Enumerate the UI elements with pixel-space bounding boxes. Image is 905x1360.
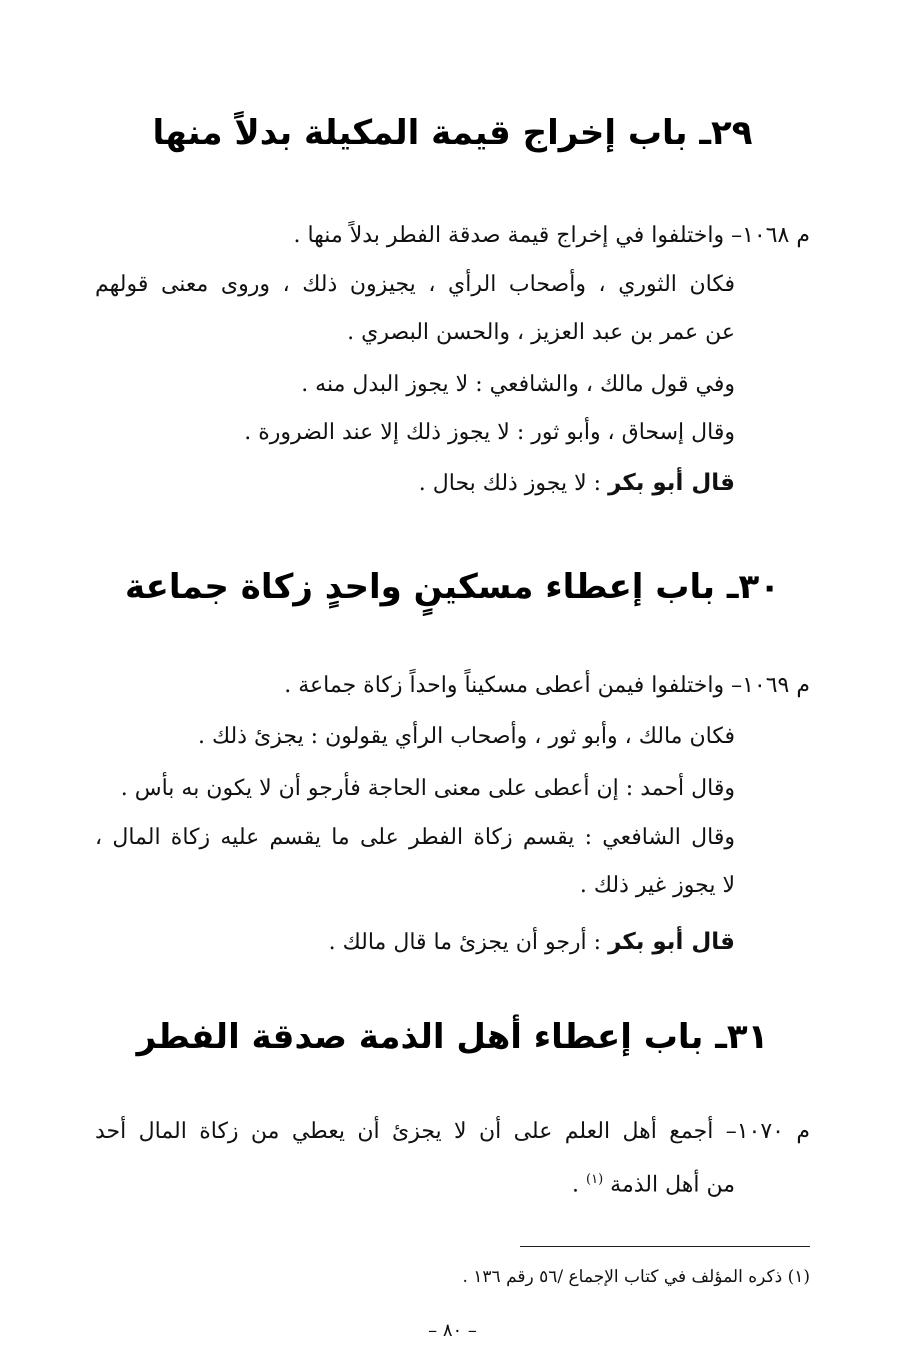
qal-abu-bakr-line — [419, 463, 735, 504]
qal-label: قال أبو بكر — [608, 470, 735, 496]
paragraph-line: وفي قول مالك ، والشافعي : لا يجوز البدل منه . — [301, 372, 735, 397]
section-heading-29: ٢٩ـ باب إخراج قيمة المكيلة بدلاً منها — [152, 113, 753, 153]
footnote-marker: (١) — [586, 1172, 604, 1187]
section-heading-31: ٣١ـ باب إعطاء أهل الذمة صدقة الفطر — [136, 1017, 769, 1057]
page-number: – ٨٠ – — [428, 1320, 477, 1341]
paragraph-line: وقال إسحاق ، وأبو ثور : لا يجوز ذلك إلا عند الضرورة . — [244, 420, 735, 445]
paragraph-line: م ١٠٧٠– أجمع أهل العلم على أن لا يجزئ أن يعطي من زكاة المال أحد — [95, 1119, 810, 1144]
paragraph-line: م ١٠٦٩– واختلفوا فيمن أعطى مسكيناً واحداً زكاة جماعة . — [284, 673, 810, 698]
qal-label: قال أبو بكر — [608, 929, 735, 955]
footnote: (١) ذكره المؤلف في كتاب الإجماع /٥٦ رقم ١٣٦ . — [462, 1267, 810, 1287]
paragraph-line: فكان الثوري ، وأصحاب الرأي ، يجيزون ذلك ، وروى معنى قولهم — [95, 272, 735, 297]
qal-abu-bakr-line — [329, 922, 735, 963]
paragraph-line: لا يجوز غير ذلك . — [579, 873, 735, 898]
paragraph-line-with-footnote — [572, 1160, 735, 1205]
section-heading-30: ٣٠ـ باب إعطاء مسكينٍ واحدٍ زكاة جماعة — [125, 567, 780, 607]
paragraph-line: عن عمر بن عبد العزيز ، والحسن البصري . — [347, 320, 735, 345]
paragraph-line: وقال أحمد : إن أعطى على معنى الحاجة فأرجو أن لا يكون به بأس . — [120, 776, 735, 801]
qal-text: : لا يجوز ذلك بحال . — [418, 471, 609, 496]
line-end: . — [572, 1172, 587, 1198]
footnote-separator — [520, 1246, 810, 1247]
paragraph-line: وقال الشافعي : يقسم زكاة الفطر على ما يقسم عليه زكاة المال ، — [95, 825, 735, 850]
paragraph-line: م ١٠٦٨– واختلفوا في إخراج قيمة صدقة الفطر بدلاً منها . — [293, 223, 810, 248]
paragraph-text: من أهل الذمة — [610, 1172, 735, 1198]
paragraph-line: فكان مالك ، وأبو ثور ، وأصحاب الرأي يقولون : يجزئ ذلك . — [197, 724, 735, 749]
qal-text: : أرجو أن يجزئ ما قال مالك . — [328, 930, 609, 955]
